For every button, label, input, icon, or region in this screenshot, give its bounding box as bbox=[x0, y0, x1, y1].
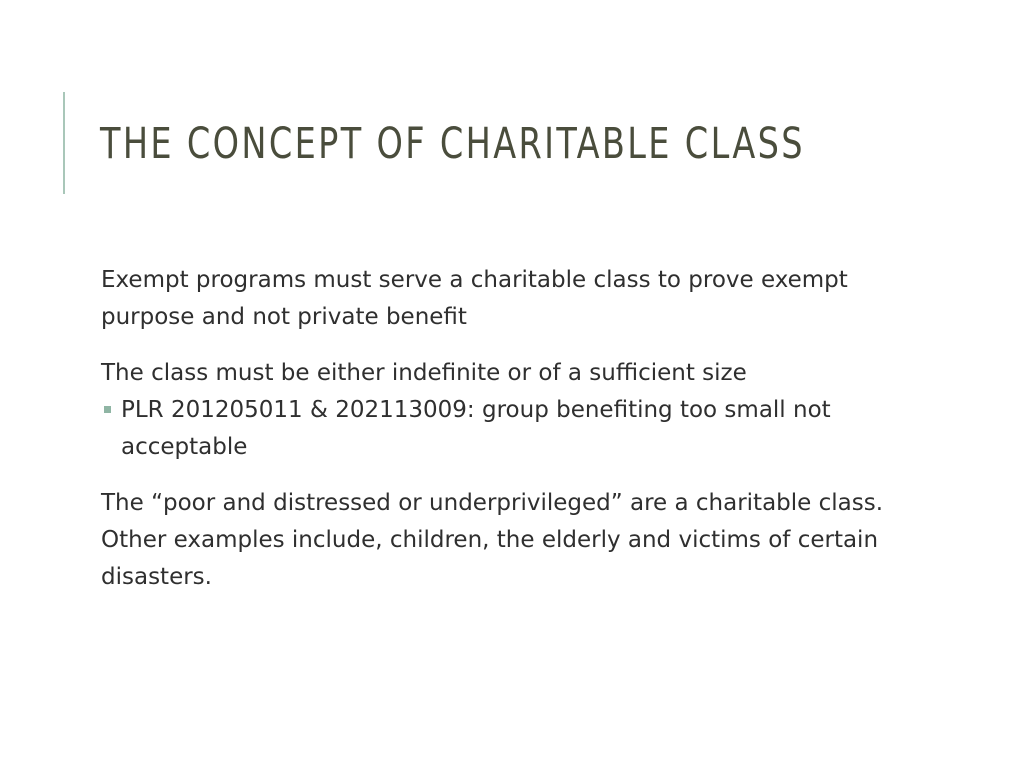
square-bullet-icon bbox=[104, 406, 111, 413]
sub-bullet-list bbox=[101, 392, 901, 466]
title-accent-bar bbox=[63, 92, 65, 194]
paragraph-exempt-programs: Exempt programs must serve a charitable class to prove exempt purpose and not private benefit bbox=[101, 267, 848, 330]
slide-body bbox=[101, 262, 901, 596]
sub-bullet-text: PLR 201205011 & 202113009: group benefiting too small not acceptable bbox=[121, 397, 831, 460]
slide-title: THE CONCEPT OF CHARITABLE CLASS bbox=[100, 119, 805, 169]
paragraph-poor-distressed: The “poor and distressed or underprivileged” are a charitable class. Other examples include, children, the elderly and victims of certain disasters. bbox=[101, 490, 884, 590]
sub-bullet-item bbox=[101, 392, 881, 466]
paragraph-class-size: The class must be either indefinite or of a sufficient size bbox=[101, 360, 747, 386]
